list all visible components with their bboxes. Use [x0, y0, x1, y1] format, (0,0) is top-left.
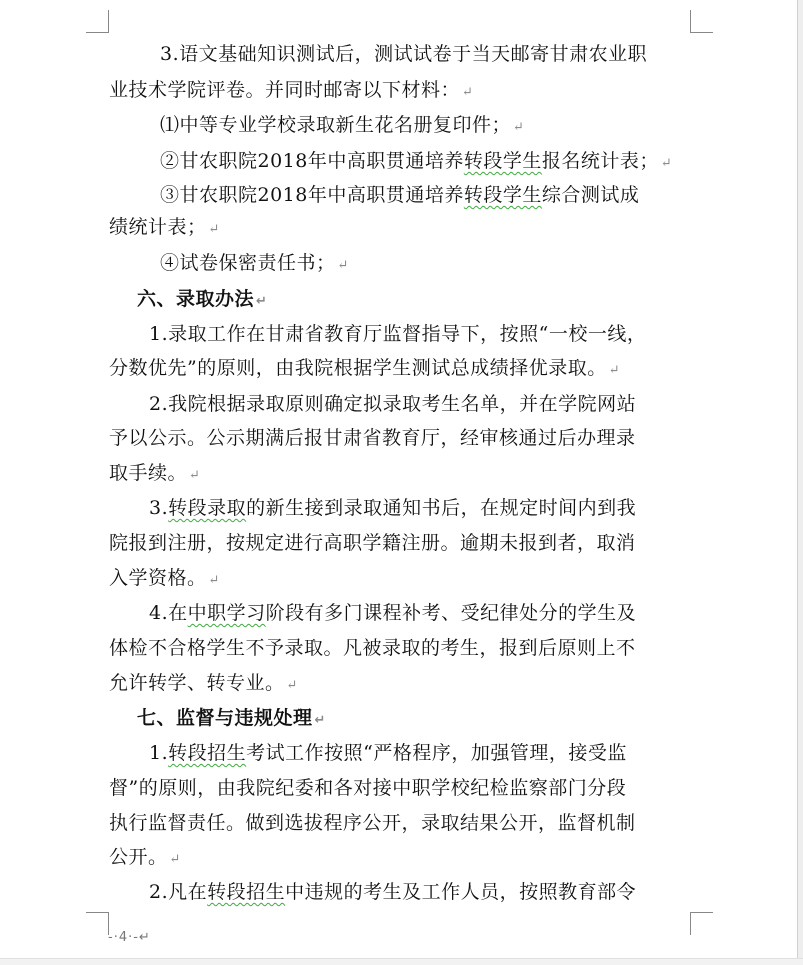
line-text: 业技术学院评卷。并同时邮寄以下材料：	[109, 79, 461, 101]
paragraph-mark-icon: ↵	[314, 713, 326, 728]
page-corner-mark-top-right	[690, 10, 713, 33]
line-text: 报名统计表；	[541, 150, 659, 172]
line-text: 六、录取办法	[137, 288, 255, 310]
line-text: 考试工作按照“严格程序，加强管理，接受监	[246, 742, 627, 764]
page-corner-mark-bottom-left	[86, 912, 109, 935]
paragraph-line	[109, 566, 803, 590]
paragraph-line	[109, 671, 803, 695]
spellcheck-flagged-text: 转段录取	[168, 497, 247, 519]
paragraph-line	[149, 496, 803, 520]
paragraph-line	[109, 811, 803, 835]
line-text: 绩统计表；	[109, 216, 207, 238]
paragraph-line	[109, 356, 803, 380]
line-text: 3.	[149, 497, 169, 519]
paragraph-mark-icon: ↵	[169, 852, 181, 867]
paragraph-line	[160, 149, 803, 173]
paragraph-mark-icon: ↵	[208, 573, 220, 588]
paragraph-line	[160, 42, 803, 66]
paragraph-line	[149, 322, 803, 346]
paragraph-line	[109, 215, 803, 239]
paragraph-mark-icon: ↵	[208, 222, 220, 237]
line-text: 公开。	[109, 846, 168, 868]
paragraph-line	[149, 601, 803, 625]
page-number-footer: -·4·-↵	[108, 930, 151, 945]
line-text: 1.	[149, 742, 169, 764]
line-text: 允许转学、转专业。	[109, 672, 285, 694]
line-text: 取手续。	[109, 462, 188, 484]
line-text: 1.录取工作在甘肃省教育厅监督指导下，按照“一校一线，	[149, 323, 647, 345]
line-text: ②甘农职院2018年中高职贯通培养	[160, 150, 464, 172]
paragraph-line	[109, 776, 803, 800]
line-text: 分数优先”的原则，由我院根据学生测试总成绩择优录取。	[109, 357, 607, 379]
spellcheck-flagged-text: 转段招生	[207, 881, 286, 903]
paragraph-line	[160, 251, 803, 275]
line-text: 2.我院根据录取原则确定拟录取考生名单，并在学院网站	[149, 393, 637, 415]
paragraph-mark-icon: ↵	[256, 294, 268, 309]
line-text: 综合测试成	[541, 184, 640, 206]
spellcheck-flagged-text: 转段学生	[463, 184, 542, 206]
line-text: 4.在	[149, 602, 188, 624]
line-text: 院报到注册，按规定进行高职学籍注册。逾期未报到者，取消	[109, 532, 636, 554]
line-text: 督”的原则，由我院纪委和各对接中职学校纪检监察部门分段	[109, 777, 627, 799]
paragraph-mark-icon: ↵	[462, 85, 474, 100]
line-text: ③甘农职院2018年中高职贯通培养	[160, 184, 464, 206]
line-text: 的新生接到录取通知书后，在规定时间内到我	[246, 497, 637, 519]
line-text: 3.语文基础知识测试后，测试试卷于当天邮寄甘肃农业职	[160, 43, 648, 65]
line-text: ④试卷保密责任书；	[160, 252, 336, 274]
paragraph-line	[109, 461, 803, 485]
paragraph-line	[149, 880, 803, 904]
paragraph-mark-icon: ↵	[337, 258, 349, 273]
line-text: 阶段有多门课程补考、受纪律处分的学生及	[265, 602, 637, 624]
paragraph-line	[160, 113, 803, 137]
page-corner-mark-bottom-right	[690, 912, 713, 935]
paragraph-mark-icon: ↵	[513, 120, 525, 135]
line-text: 执行监督责任。做到选拔程序公开，录取结果公开，监督机制	[109, 812, 636, 834]
line-text: 予以公示。公示期满后报甘肃省教育厅，经审核通过后办理录	[109, 427, 636, 449]
line-text: ⑴中等专业学校录取新生花名册复印件；	[160, 114, 512, 136]
paragraph-line	[149, 392, 803, 416]
paragraph-line	[160, 183, 803, 207]
line-text: 七、监督与违规处理	[137, 707, 313, 729]
paragraph-line	[109, 78, 803, 102]
spellcheck-flagged-text: 转段招生	[168, 742, 247, 764]
paragraph-mark-icon: ↵	[189, 468, 201, 483]
page-corner-mark-top-left	[86, 10, 109, 33]
paragraph-mark-icon: ↵	[660, 156, 673, 171]
spellcheck-flagged-text: 中职学习	[187, 602, 266, 624]
paragraph-line	[109, 636, 803, 660]
line-text: 入学资格。	[109, 567, 207, 589]
paragraph-line	[109, 426, 803, 450]
paragraph-line	[109, 531, 803, 555]
section-heading	[137, 706, 803, 730]
line-text: 体检不合格学生不予录取。凡被录取的考生，报到后原则上不	[109, 637, 636, 659]
spellcheck-flagged-text: 转段学生	[463, 150, 542, 172]
section-heading	[137, 287, 803, 311]
paragraph-mark-icon: ↵	[286, 678, 298, 693]
line-text: 中违规的考生及工作人员，按照教育部令	[285, 881, 637, 903]
paragraph-line	[149, 741, 803, 765]
paragraph-line	[109, 845, 803, 869]
line-text: 2.凡在	[149, 881, 208, 903]
paragraph-mark-icon: ↵	[608, 363, 621, 378]
